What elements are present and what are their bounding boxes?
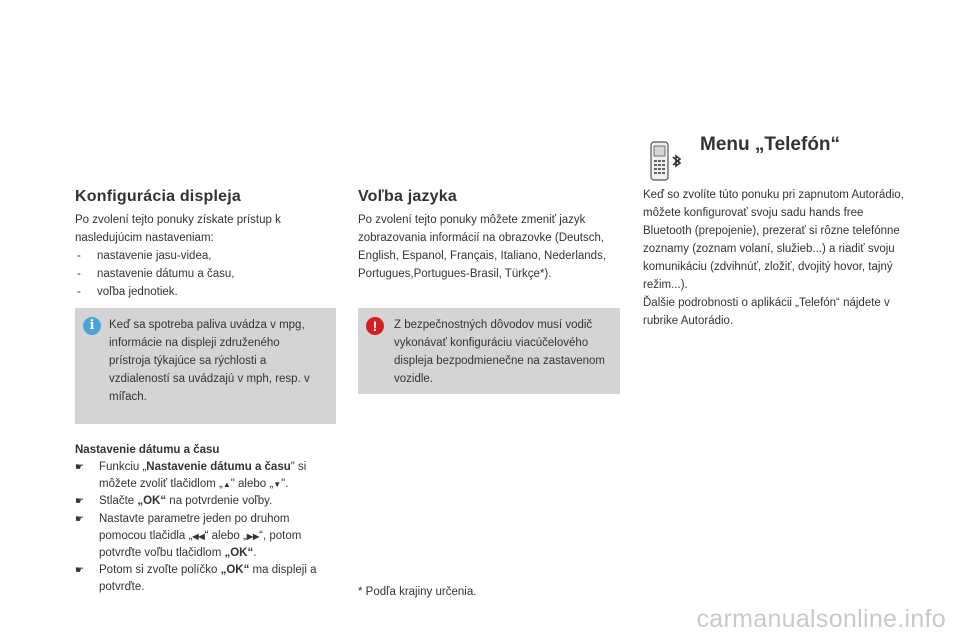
menu-description — [643, 186, 911, 330]
footnote: * Podľa krajiny určenia. — [358, 586, 477, 598]
menu-paragraph-2: Ďalšie podrobnosti o aplikácii „Telefón“ nájdete v rubrike Autorádio. — [643, 297, 890, 327]
warning-note-text: Z bezpečnostných dôvodov musí vodič vykonávať konfiguráciu viacúčelového displeja bezpodmienečne na zastavenom vozidle. — [394, 319, 605, 385]
step-item: ☛ Stlačte „OK“ na potvrdenie voľby. — [75, 493, 337, 510]
display-config-heading: Konfigurácia displeja — [75, 188, 242, 205]
info-icon: i — [83, 317, 101, 335]
date-time-steps — [75, 459, 337, 597]
language-body — [358, 211, 620, 283]
display-config-list — [75, 247, 325, 301]
list-item: - nastavenie jasu-videa, — [75, 247, 325, 265]
warning-note — [358, 308, 620, 394]
list-item: - nastavenie dátumu a času, — [75, 265, 325, 283]
list-item: - voľba jednotiek. — [75, 283, 325, 301]
page-title: Menu „Telefón“ — [700, 134, 841, 155]
down-arrow-icon: ▼ — [273, 480, 282, 490]
warning-icon: ! — [366, 317, 384, 335]
step-item: ☛ Funkciu „Nastavenie dátumu a času" si môžete zvoliť tlačidlom „▲" alebo „▼". — [75, 459, 337, 493]
fast-forward-icon: ▶▶ — [246, 531, 260, 541]
rewind-icon: ◀◀ — [192, 531, 205, 541]
date-time-heading: Nastavenie dátumu a času — [75, 444, 220, 456]
display-config-intro: Po zvolení tejto ponuky získate prístup k nasledujúcim nastaveniam: — [75, 214, 281, 244]
phone-bluetooth-icon — [646, 140, 686, 184]
language-intro: Po zvolení tejto ponuky môžete zmeniť jazyk zobrazovania informácií na obrazovke (Deutsch, English, Espanol, Français, Italiano, Nederlands, Portugues,Portugues-Brasil, Türkçe*). — [358, 214, 607, 280]
phone-icon-wrap — [646, 140, 686, 184]
up-arrow-icon: ▲ — [222, 480, 231, 490]
info-note-text: Keď sa spotreba paliva uvádza v mpg, informácie na displeji združeného prístroja týkajúce sa rýchlosti a vzdialeností sa uvádzajú v mph, resp. v míľach. — [109, 319, 310, 403]
language-heading: Voľba jazyka — [358, 188, 457, 205]
date-time-section — [75, 442, 337, 597]
watermark: carmanualsonline.info — [696, 605, 946, 633]
menu-paragraph-1: Keď so zvolíte túto ponuku pri zapnutom Autorádio, môžete konfigurovať svoju sadu hands free Bluetooth (prepojenie), prezerať si rôzne telefónne zoznamy (zoznam volaní, služieb...) a riadiť svoju komunikáciu (zdvihnúť, zložiť, dvojitý hovor, tajný režim...). — [643, 189, 904, 291]
info-note — [75, 308, 336, 424]
step-item: ☛ Potom si zvoľte políčko „OK“ ma displeji a potvrďte. — [75, 562, 337, 596]
display-config-body — [75, 211, 325, 301]
step-item: ☛ Nastavte parametre jeden po druhom pomocou tlačidla „◀◀“ alebo „▶▶“, potom potvrďte voľbu tlačidlom „OK“. — [75, 511, 337, 563]
